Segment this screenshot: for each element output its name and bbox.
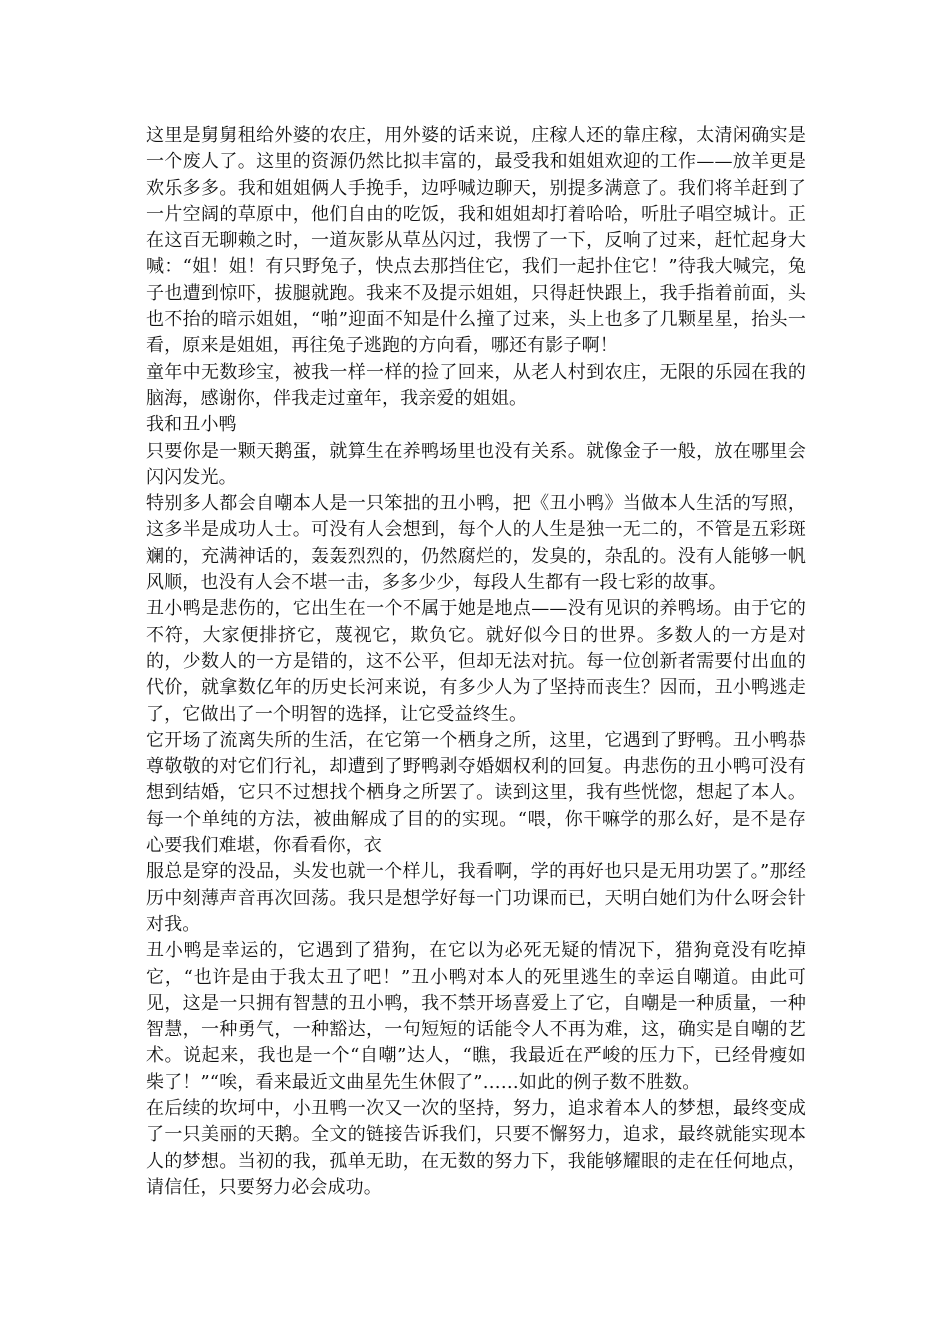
paragraph-sad-duckling: 丑小鸭是悲伤的，它出生在一个不属于她是地点——没有见识的养鸭场。由于它的不符，大家便排挤它，蔑视它，欺负它。就好似今日的世界。多数人的一方是对的，少数人的一方是错的，这不公平，但却无法对抗。每一位创新者需要付出血的代价，就拿数亿年的历史长河来说，有多少人为了坚持而丧生？因而，丑小鸭逃走了，它做出了一个明智的选择，让它受益终生。 — [146, 598, 806, 725]
paragraph-self-mockery: 特别多人都会自嘲本人是一只笨拙的丑小鸭，把《丑小鸭》当做本人生活的写照，这多半是成功人士。可没有人会想到，每个人的人生是独一无二的，不管是五彩斑斓的，充满神话的，轰轰烈烈的，仍然腐烂的，发臭的，杂乱的。没有人能够一帆风顺，也没有人会不堪一击，多多少少，每段人生都有一段七彩的故事。 — [146, 493, 806, 594]
paragraph-farm-story: 这里是舅舅租给外婆的农庄，用外婆的话来说，庄稼人还的靠庄稼，太清闲确实是一个废人了。这里的资源仍然比拟丰富的，最受我和姐姐欢迎的工作——放羊更是欢乐多多。我和姐姐俩人手挽手，边呼喊边聊天，别提多满意了。我们将羊赶到了一片空阔的草原中，他们自由的吃饭，我和姐姐却打着哈哈，听肚子唱空城计。正在这百无聊赖之时，一道灰影从草丛闪过，我愣了一下，反响了过来，赶忙起身大喊：“姐！姐！有只野兔子，快点去那挡住它，我们一起扑住它！”待我大喊完，兔子也遭到惊吓，拔腿就跑。我来不及提示姐姐，只得赶快跟上，我手指着前面，头也不抬的暗示姐姐，“啪”迎面不知是什么撞了过来，头上也多了几颗星星，抬头一看，原来是姐姐，再往兔子逃跑的方向看，哪还有影子啊！ — [146, 125, 806, 357]
paragraph-lucky-duckling: 丑小鸭是幸运的，它遇到了猎狗，在它以为必死无疑的情况下，猎狗竟没有吃掉它，“也许是由于我太丑了吧！”丑小鸭对本人的死里逃生的幸运自嘲道。由此可见，这是一只拥有智慧的丑小鸭，我不禁开场喜爱上了它，自嘲是一种质量，一种智慧，一种勇气，一种豁达，一句短短的话能令人不再为难，这，确实是自嘲的艺术。说起来，我也是一个“自嘲”达人，“瞧，我最近在严峻的压力下，已经骨瘦如柴了！”“唉，看来最近文曲星先生休假了”……如此的例子数不胜数。 — [146, 940, 806, 1093]
paragraph-childhood-thanks: 童年中无数珍宝，被我一样一样的捡了回来，从老人村到农庄，无限的乐园在我的脑海，感谢你，伴我走过童年，我亲爱的姐姐。 — [146, 361, 806, 409]
paragraph-swan-egg: 只要你是一颗天鹅蛋，就算生在养鸭场里也没有关系。就像金子一般，放在哪里会闪闪发光。 — [146, 440, 806, 488]
paragraph-memory-voice: 服总是穿的没品，头发也就一个样儿，我看啊，学的再好也只是无用功罢了。”那经历中刻薄声音再次回荡。我只是想学好每一门功课而已，天明白她们为什么呀会针对我。 — [146, 861, 806, 935]
document-body — [146, 123, 806, 1201]
paragraph-wild-ducks: 它开场了流离失所的生活，在它第一个栖身之所，这里，它遇到了野鸭。丑小鸭恭尊敬敬的对它们行礼，却遭到了野鸭剥夺婚姻权利的回复。冉悲伤的丑小鸭可没有想到结婚，它只不过想找个栖身之所罢了。读到这里，我有些恍惚，想起了本人。每一个单纯的方法，被曲解成了目的的实现。“喂，你干嘛学的那么好，是不是存心要我们难堪，你看看你，衣 — [146, 729, 806, 857]
essay-title: 我和丑小鸭 — [146, 414, 237, 436]
paragraph-conclusion: 在后续的坎坷中，小丑鸭一次又一次的坚持，努力，追求着本人的梦想，最终变成了一只美丽的天鹅。全文的链接告诉我们，只要不懈努力，追求，最终就能实现本人的梦想。当初的我，孤单无助，在无数的努力下，我能够耀眼的走在任何地点，请信任，只要努力必会成功。 — [146, 1097, 806, 1198]
